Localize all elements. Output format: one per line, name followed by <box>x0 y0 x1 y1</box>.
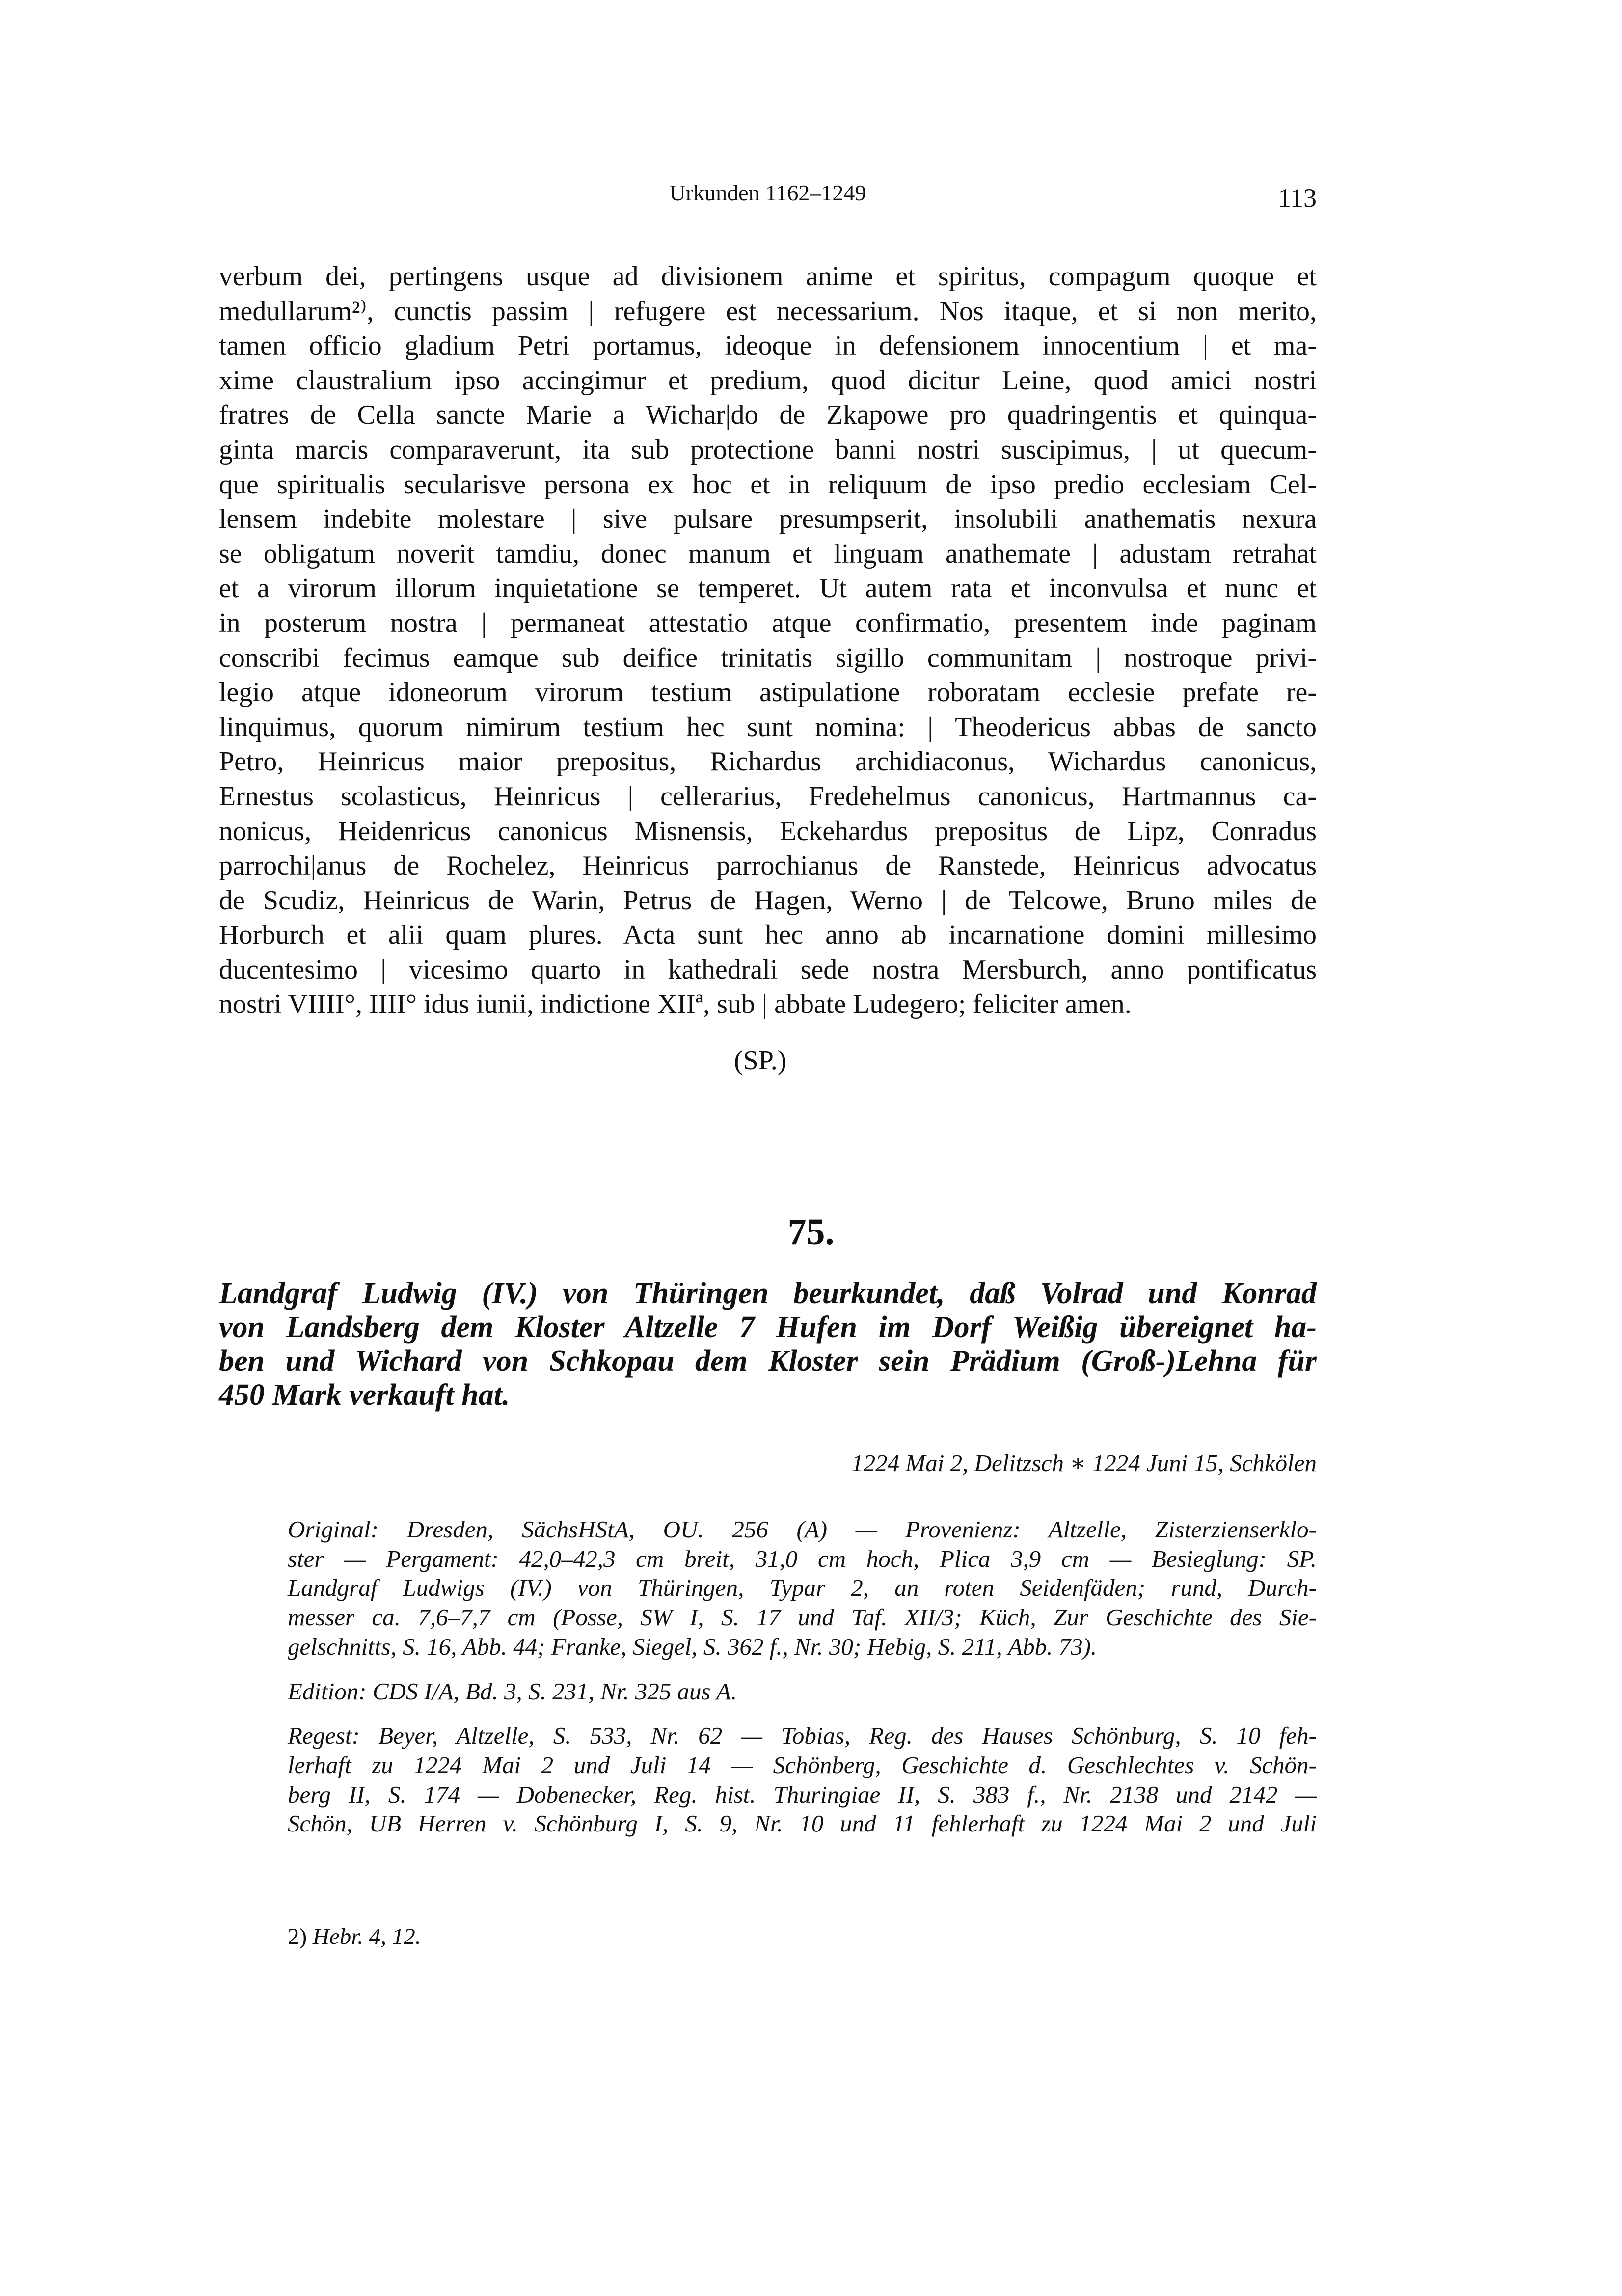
apparatus-line: lerhaft zu 1224 Mai 2 und Juli 14 — Schönberg, Geschichte d. Geschlechtes v. Schön- <box>288 1751 1317 1778</box>
apparatus-line: Original: Dresden, SächsHStA, OU. 256 (A) — Provenienz: Altzelle, Zisterzienserklo- <box>288 1516 1317 1543</box>
page-header <box>219 180 1317 219</box>
text-line: Petro, Heinricus maior prepositus, Richardus archidiaconus, Wichardus canonicus, <box>219 746 1317 777</box>
text-line: in posterum nostra | permaneat attestatio atque confirmatio, presentem inde paginam <box>219 607 1317 638</box>
document-dating: 1224 Mai 2, Delitzsch ∗ 1224 Juni 15, Schkölen <box>851 1449 1317 1476</box>
text-line: nostri VIIII°, IIII° idus iunii, indictione XIIª, sub | abbate Ludegero; feliciter amen. <box>219 989 1132 1020</box>
text-line: Horburch et alii quam plures. Acta sunt hec anno ab incarnatione domini millesimo <box>219 920 1317 951</box>
footnote-ref: 2) <box>288 1924 307 1949</box>
text-line: se obligatum noverit tamdiu, donec manum et linguam anathemate | adustam retrahat <box>219 538 1317 569</box>
summary-line: Landgraf Ludwig (IV.) von Thüringen beurkundet, daß Volrad und Konrad <box>219 1277 1317 1310</box>
original-note <box>288 1515 1317 1662</box>
charter-text <box>219 259 1317 1022</box>
apparatus-line: berg II, S. 174 — Dobenecker, Reg. hist. Thuringiae II, S. 383 f., Nr. 2138 und 2142 — <box>288 1780 1317 1808</box>
apparatus-line: Regest: Beyer, Altzelle, S. 533, Nr. 62 — Tobias, Reg. des Hauses Schönburg, S. 10 feh- <box>288 1722 1317 1749</box>
text-line: que spiritualis secularisve persona ex hoc et in reliquum de ipso predio ecclesiam Cel- <box>219 469 1317 500</box>
text-line: parrochi|anus de Rochelez, Heinricus parrochianus de Ranstede, Heinricus advocatus <box>219 850 1317 881</box>
text-line: lensem indebite molestare | sive pulsare presumpserit, insolubili anathematis nexura <box>219 504 1317 535</box>
text-line: fratres de Cella sancte Marie a Wichar|do de Zkapowe pro quadringentis et quinqua- <box>219 400 1317 431</box>
text-line: et a virorum illorum inquietatione se temperet. Ut autem rata et inconvulsa et nunc et <box>219 573 1317 604</box>
text-line: legio atque idoneorum virorum testium astipulatione roboratam ecclesie prefate re- <box>219 677 1317 708</box>
apparatus-line: Landgraf Ludwigs (IV.) von Thüringen, Typar 2, an roten Seidenfäden; rund, Durch- <box>288 1574 1317 1602</box>
text-line: nonicus, Heidenricus canonicus Misnensis, Eckehardus prepositus de Lipz, Conradus <box>219 816 1317 847</box>
text-line: de Scudiz, Heinricus de Warin, Petrus de Hagen, Werno | de Telcowe, Bruno miles de <box>219 885 1317 916</box>
critical-apparatus <box>288 1515 1317 1854</box>
text-line: Ernestus scolasticus, Heinricus | cellerarius, Fredehelmus canonicus, Hartmannus ca- <box>219 781 1317 812</box>
footnote <box>288 1923 421 1950</box>
summary-line: ben und Wichard von Schkopau dem Kloster sein Prädium (Groß-)Lehna für <box>219 1344 1317 1378</box>
text-line: xime claustralium ipso accingimur et predium, quod dicitur Leine, quod amici nostri <box>219 365 1317 396</box>
document-summary <box>219 1277 1317 1412</box>
text-line: ducentesimo | vicesimo quarto in kathedrali sede nostra Mersburch, anno pontificatus <box>219 954 1317 985</box>
footnote-text: Hebr. 4, 12. <box>312 1924 421 1949</box>
seal-mark: (SP.) <box>734 1045 787 1076</box>
summary-line: von Landsberg dem Kloster Altzelle 7 Hufen im Dorf Weißig übereignet ha- <box>219 1311 1317 1344</box>
apparatus-line: Schön, UB Herren v. Schönburg I, S. 9, Nr. 10 und 11 fehlerhaft zu 1224 Mai 2 und Juli <box>288 1810 1317 1837</box>
apparatus-line: ster — Pergament: 42,0–42,3 cm breit, 31,0 cm hoch, Plica 3,9 cm — Besieglung: SP. <box>288 1545 1317 1572</box>
document-number: 75. <box>787 1211 835 1253</box>
apparatus-line: gelschnitts, S. 16, Abb. 44; Franke, Siegel, S. 362 f., Nr. 30; Hebig, S. 211, Abb. 73). <box>288 1633 1097 1660</box>
apparatus-line: Edition: CDS I/A, Bd. 3, S. 231, Nr. 325 aus A. <box>288 1677 737 1705</box>
text-line: verbum dei, pertingens usque ad divisionem anime et spiritus, compagum quoque et <box>219 261 1317 292</box>
regest-note <box>288 1721 1317 1838</box>
edition-note <box>288 1677 1317 1706</box>
text-line: conscribi fecimus eamque sub deifice trinitatis sigillo communitam | nostroque privi- <box>219 642 1317 673</box>
text-line: ginta marcis comparaverunt, ita sub protectione banni nostri suscipimus, | ut quecum- <box>219 434 1317 465</box>
text-line: medullarum²⁾, cunctis passim | refugere est necessarium. Nos itaque, et si non merito, <box>219 296 1317 327</box>
page-number: 113 <box>1278 183 1317 213</box>
running-title: Urkunden 1162–1249 <box>669 180 866 205</box>
text-line: linquimus, quorum nimirum testium hec sunt nomina: | Theodericus abbas de sancto <box>219 711 1317 742</box>
summary-line: 450 Mark verkauft hat. <box>219 1378 510 1412</box>
text-line: tamen officio gladium Petri portamus, ideoque in defensionem innocentium | et ma- <box>219 330 1317 361</box>
apparatus-line: messer ca. 7,6–7,7 cm (Posse, SW I, S. 17 und Taf. XII/3; Küch, Zur Geschichte des Sie- <box>288 1604 1317 1631</box>
